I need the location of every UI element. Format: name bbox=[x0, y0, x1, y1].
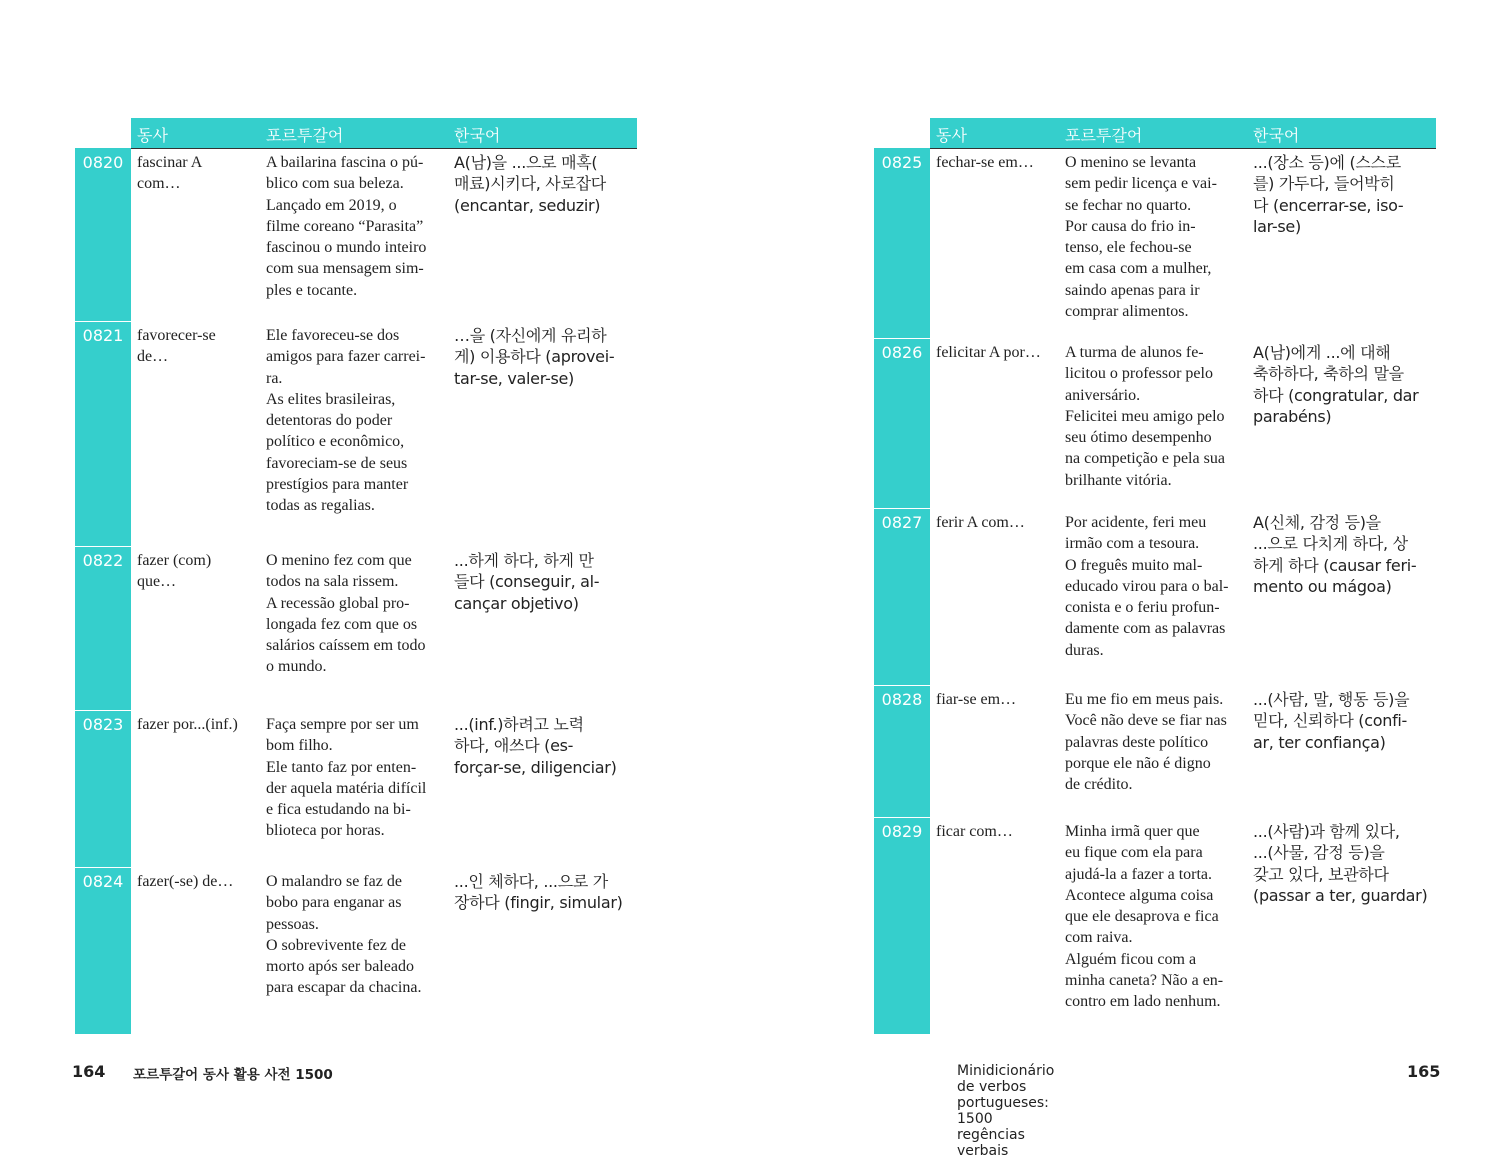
header-portuguese: 포르투갈어 bbox=[266, 126, 344, 145]
header-korean: 한국어 bbox=[454, 126, 501, 145]
entry-portuguese-example: O menino se levanta sem pedir licença e vai- se fechar no quarto. Por causa do frio in- tenso, ele fechou-se em casa com a mulher, saindo apenas para ir comprar alimentos. bbox=[1065, 154, 1217, 321]
entry-portuguese-example: O menino fez com que todos na sala rissem. A recessão global pro- longada fez com que os salários caíssem em todo o mundo. bbox=[266, 552, 426, 676]
page-number: 164 bbox=[72, 1062, 106, 1081]
entry-portuguese-example: Por acidente, feri meu irmão com a tesoura. O freguês muito mal- educado virou para o bal- conista e o feriu profun- damente com as palavras duras. bbox=[1065, 514, 1229, 659]
running-title: 포르투갈어 동사 활용 사전 1500 bbox=[133, 1067, 333, 1083]
page-number: 165 bbox=[1407, 1062, 1441, 1081]
entry-verb: ficar com… bbox=[936, 823, 1013, 840]
entry-korean-meaning: …을 (자신에게 유리하 게) 이용하다 (aprovei- tar-se, valer-se) bbox=[454, 326, 615, 388]
entry-number-column bbox=[874, 148, 930, 1034]
entry-number: 0823 bbox=[82, 715, 124, 734]
entry-number: 0829 bbox=[881, 822, 923, 841]
entry-number: 0827 bbox=[881, 513, 923, 532]
entry-number: 0820 bbox=[82, 153, 124, 172]
entry-verb: fechar-se em… bbox=[936, 154, 1034, 171]
entry-portuguese-example: O malandro se faz de bobo para enganar as pessoas. O sobrevivente fez de morto após ser baleado para escapar da chacina. bbox=[266, 873, 422, 997]
entry-portuguese-example: Ele favoreceu-se dos amigos para fazer carrei- ra. As elites brasileiras, detentoras do poder político e econômico, favoreciam-se de seus prestígios para manter todas as regalias. bbox=[266, 327, 426, 515]
entry-korean-meaning: A(남)에게 ...에 대해 축하하다, 축하의 말을 하다 (congratular, dar parabéns) bbox=[1253, 343, 1419, 426]
entry-verb: fazer por...(inf.) bbox=[137, 716, 238, 733]
entry-korean-meaning: ...(장소 등)에 (스스로 를) 가두다, 들어박히 다 (encerrar-se, iso- lar-se) bbox=[1253, 153, 1404, 236]
header-verb: 동사 bbox=[936, 126, 967, 145]
entry-number: 0828 bbox=[881, 690, 923, 709]
header-portuguese: 포르투갈어 bbox=[1065, 126, 1143, 145]
entry-korean-meaning: A(남)을 ...으로 매혹( 매료)시키다, 사로잡다 (encantar, seduzir) bbox=[454, 153, 606, 215]
entry-verb: felicitar A por… bbox=[936, 344, 1041, 361]
entry-number: 0825 bbox=[881, 153, 923, 172]
entry-korean-meaning: ...(inf.)하려고 노력 하다, 애쓰다 (es- forçar-se, diligenciar) bbox=[454, 715, 617, 777]
entry-verb: ferir A com… bbox=[936, 514, 1025, 531]
entry-number: 0822 bbox=[82, 551, 124, 570]
entry-verb: fazer (com) que… bbox=[137, 552, 212, 591]
entry-verb: fazer(-se) de… bbox=[137, 873, 234, 890]
entry-verb: fascinar A com… bbox=[137, 154, 203, 193]
entry-number: 0821 bbox=[82, 326, 124, 345]
entry-portuguese-example: A bailarina fascina o pú- blico com sua beleza. Lançado em 2019, o filme coreano “Parasita” fascinou o mundo inteiro com sua mensagem sim- ples e tocante. bbox=[266, 154, 427, 299]
entry-number: 0826 bbox=[881, 343, 923, 362]
entry-portuguese-example: Eu me fio em meus pais. Você não deve se fiar nas palavras deste político porque ele não é digno de crédito. bbox=[1065, 691, 1227, 794]
entry-verb: fiar-se em… bbox=[936, 691, 1017, 708]
entry-korean-meaning: A(신체, 감정 등)을 ...으로 다치게 하다, 상 하게 하다 (causar feri- mento ou mágoa) bbox=[1253, 513, 1417, 596]
entry-portuguese-example: Minha irmã quer que eu fique com ela para ajudá-la a fazer a torta. Acontece alguma coisa que ele desaprova e fica com raiva. Alguém ficou com a minha caneta? Não a en- contro em lado nenhum. bbox=[1065, 823, 1224, 1011]
header-korean: 한국어 bbox=[1253, 126, 1300, 145]
header-verb: 동사 bbox=[137, 126, 168, 145]
entry-korean-meaning: ...하게 하다, 하게 만 들다 (conseguir, al- cançar objetivo) bbox=[454, 551, 600, 613]
entry-verb: favorecer-se de… bbox=[137, 327, 216, 366]
entry-korean-meaning: ...(사람, 말, 행동 등)을 믿다, 신뢰하다 (confi- ar, ter confiança) bbox=[1253, 690, 1410, 752]
table-header bbox=[930, 118, 1436, 149]
entry-number: 0824 bbox=[82, 872, 124, 891]
running-title: Minidicionário de verbos portugueses: 1500 regências verbais bbox=[957, 1063, 1055, 1159]
entry-korean-meaning: ...(사람)과 함께 있다, ...(사물, 감정 등)을 갖고 있다, 보관하다 (passar a ter, guardar) bbox=[1253, 822, 1428, 905]
entry-portuguese-example: Faça sempre por ser um bom filho. Ele tanto faz por enten- der aquela matéria difícil e fica estudando na bi- blioteca por horas. bbox=[266, 716, 427, 840]
entry-korean-meaning: ...인 체하다, ...으로 가 장하다 (fingir, simular) bbox=[454, 872, 623, 913]
entry-portuguese-example: A turma de alunos fe- licitou o professor pelo aniversário. Felicitei meu amigo pelo seu ótimo desempenho na competição e pela sua brilhante vitória. bbox=[1065, 344, 1225, 489]
